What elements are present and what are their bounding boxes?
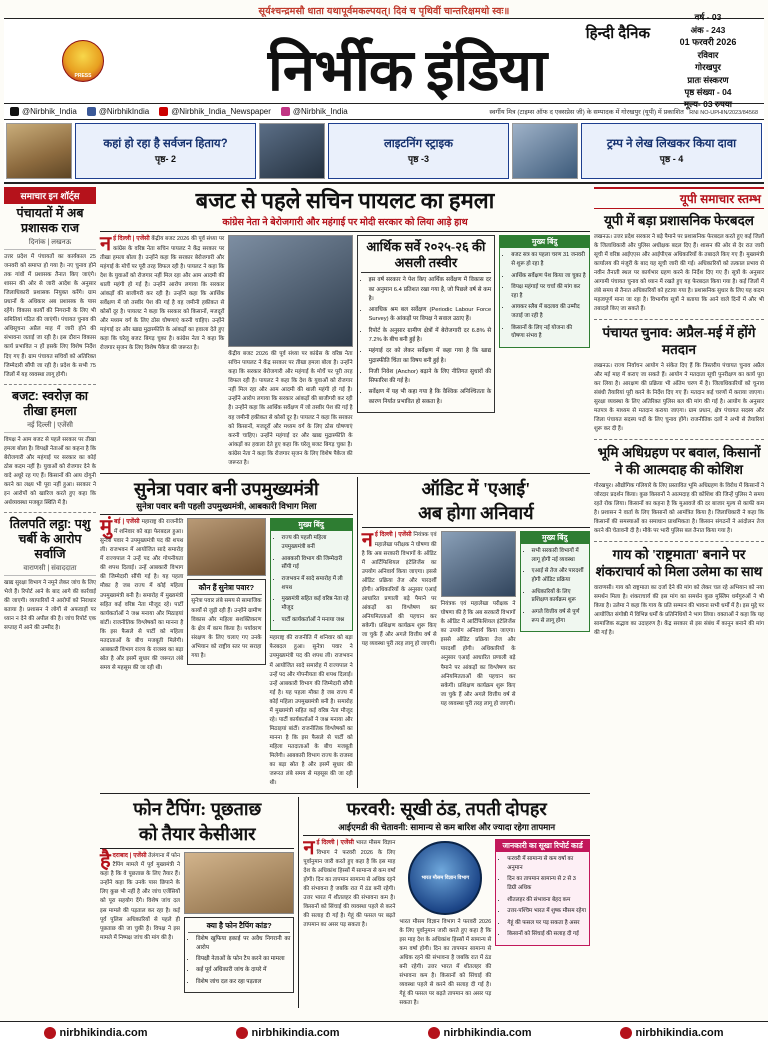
edition-price: मूल्य- 03 रुपया	[684, 99, 732, 110]
facebook-icon	[87, 107, 96, 116]
edition-name: प्रातः संस्करण	[687, 74, 729, 85]
right-article-2[interactable]	[594, 325, 764, 434]
survey-point: • सर्वेक्षण में यह भी कहा गया है कि वैश्विक अनिश्चितता के कारण निर्यात प्रभावित हो सकता है।	[369, 388, 492, 407]
instagram-icon	[281, 107, 290, 116]
key-points-header: मुख्य बिंदु	[271, 519, 352, 531]
survey-point: • महंगाई दर को लेकर सर्वेक्षण में कहा गया है कि खाद्य मुद्रास्फीति चिंता का विषय बनी हुई है।	[369, 347, 492, 366]
press-logo-icon	[62, 40, 104, 82]
teaser-title: ट्रम्प ने लेख लिखकर किया दावा	[606, 137, 737, 150]
footer-website-4[interactable]	[620, 1027, 723, 1039]
survey-point: • इस वर्ष सरकार ने पेश किए आर्थिक सर्वेक्षण में विकास दर का अनुमान 6.4 प्रतिशत रखा गया है, जो पिछले वर्ष से कम है।	[369, 276, 492, 304]
lead-headline: बजट से पहले सचिन पायलट का हमला	[195, 188, 495, 213]
edition-issue: अंक - 243	[690, 24, 726, 35]
story2-subhead: सुनेत्रा पवार बनी पहली उपमुख्यमंत्री, आबकारी विभाग मिला	[100, 501, 353, 515]
right-article-body: लखनऊ। उत्तर प्रदेश सरकार ने बड़े पैमाने पर प्रशासनिक फेरबदल करते हुए कई जिलों के जिलाधिकारी और पुलिस अधीक्षक बदल दिए हैं। शासन की ओर से देर रात जारी सूची में वरिष्ठ आईएएस और आईपीएस अधिकारियों के तबादले किए गए हैं। मुख्यमंत्री कार्यालय की मंजूरी के बाद यह सूची जारी की गई। अधिकारियों को तत्काल प्रभाव से नवीन तैनाती स्थल पर कार्यभार ग्रहण करने के निर्देश दिए गए हैं। सूत्रों के अनुसार आगामी पंचायत चुनाव को ध्यान में रखते हुए यह फेरबदल किया गया है। कई जिलों में लंबे समय से तैनात अधिकारियों को हटाया गया है। प्रशासनिक सुधार के लिए यह कदम महत्वपूर्ण माना जा रहा है। विभागीय सूत्रों ने बताया कि आने वाले दिनों में और भी तबादले किए जा सकते हैं।	[594, 233, 764, 313]
key-points-list	[521, 544, 590, 631]
masthead-tagline	[489, 107, 758, 116]
lead-subhead: कांग्रेस नेता ने बेरोजगारी और महंगाई पर मोदी सरकार को लिया आड़े हाथ	[100, 215, 590, 232]
teaser-page: पृष्ठ - 4	[659, 154, 684, 165]
story2-inner-box	[187, 579, 265, 664]
survey-point: • निजी निवेश (Anchor) बढ़ाने के लिए नीतिगत सुधारों की सिफारिश की गई है।	[369, 368, 492, 387]
lead-story[interactable]	[100, 187, 590, 468]
story3-headline-2: अब होगा अनिवार्य	[362, 501, 590, 528]
teaser-title: लाइटनिंग स्ट्राइक	[384, 137, 453, 150]
footer-website-label: nirbhikindia.com	[59, 1026, 148, 1039]
story2-inner-body: सुनेत्रा पवार लंबे समय से सामाजिक कार्यों से जुड़ी रही हैं। उन्होंने ग्रामीण विकास और महिला सशक्तिकरण के क्षेत्र में काम किया है। पर्यावरण संरक्षण के लिए चलाए गए उनके अभियान को राष्ट्रीय स्तर पर सराहा गया है।	[191, 598, 262, 659]
story3-dateline: नई दिल्ली | एजेंसी	[361, 529, 412, 552]
social-instagram[interactable]	[281, 107, 348, 116]
rail-article-dateline: वाराणसी | संवाददाता	[4, 564, 96, 576]
edition-pages: पृष्ठ संख्या - 04	[684, 87, 732, 97]
right-article-3[interactable]	[594, 445, 764, 536]
lead-body	[100, 235, 224, 353]
key-point: • आबकारी विभाग की जिम्मेदारी सौंपी गई	[282, 555, 349, 572]
teaser-item-2[interactable]	[259, 123, 509, 179]
logo-icon	[428, 1027, 440, 1039]
teaser-thumbnail	[259, 123, 325, 179]
story-4[interactable]	[100, 797, 294, 1008]
story2-headline: सुनेत्रा पवार बनी उपमुख्यमंत्री	[134, 478, 319, 499]
tagline-text: स्वर्गीय मित्र (टाइम्स ऑफ द एक्सप्रेस जी) के सम्पादक में गोरखपुर (यूपी) में प्रकाशित	[489, 109, 684, 116]
story4-body	[100, 849, 180, 943]
teaser-page: पृष्ठ- 2	[155, 154, 176, 165]
masthead-left	[8, 40, 158, 82]
imd-seal-icon	[408, 841, 482, 915]
story-2[interactable]	[100, 477, 353, 788]
teaser-item-3[interactable]	[512, 123, 762, 179]
story5-dateline: नई दिल्ली | एजेंसी	[303, 836, 354, 859]
rail-article-body: विपक्ष ने आम बजट से पहले सरकार पर तीखा हमला बोला है। विपक्षी नेताओं का कहना है कि बेरोजगारी और महंगाई पर सरकार का कोई ठोस कदम नहीं है। युवाओं को रोजगार देने के वादे अधूरे रह गए हैं। किसानों की आय दोगुनी करने का लक्ष्य भी पूरा नहीं हुआ। सरकार ने इन आरोपों को खारिज करते हुए कहा कि अर्थव्यवस्था मजबूत स्थिति में है।	[4, 436, 96, 506]
teaser-strip	[4, 120, 764, 184]
key-point: • आयकर स्लैब में बदलाव की उम्मीद जताई जा रही है	[511, 303, 586, 320]
logo-icon	[44, 1027, 56, 1039]
key-point: • अगले वित्तीय वर्ष से पूर्ण रूप से लागू होगा	[532, 608, 587, 625]
left-rail-header: समाचार इन शॉर्ट्स	[4, 187, 96, 204]
key-points-list	[271, 531, 352, 630]
divider	[594, 439, 764, 440]
rni-number: RNI NO-UPHIN/2023/84568	[689, 110, 758, 116]
right-article-body: वाराणसी। गाय को राष्ट्रमाता का दर्जा देने की मांग को लेकर चल रहे अभियान को नया समर्थन मिला है। शंकराचार्य की इस मांग का समर्थन कुछ मुस्लिम धर्मगुरुओं ने भी किया है। उलेमा ने कहा कि गाय के प्रति सम्मान की भावना सभी धर्मों में है। इस मुद्दे पर आयोजित संगोष्ठी में विभिन्न धर्मों के प्रतिनिधियों ने भाग लिया। वक्ताओं ने कहा कि यह सामाजिक सद्भाव का उदाहरण है। केंद्र सरकार से इस संबंध में कानून बनाने की मांग की गई है।	[594, 585, 764, 637]
lead-photo-caption: केंद्रीय बजट 2026 की पूर्व संध्या पर कांग्रेस के वरिष्ठ नेता सचिन पायलट ने केंद्र सरकार पर तीखा हमला बोला है। उन्होंने कहा कि सरकार बेरोजगारी और महंगाई के मोर्चे पर पूरी तरह विफल रही है। पायलट ने कहा कि देश के युवाओं को रोजगार नहीं मिल रहा और आम आदमी की थाली महंगी हो गई है। उन्होंने आरोप लगाया कि सरकार आंकड़ों की बाजीगरी कर रही है। उन्होंने कहा कि आर्थिक सर्वेक्षण में जो तस्वीर पेश की गई है वह जमीनी हकीकत से कोसों दूर है। पायलट ने कहा कि सरकार को किसानों, मजदूरों और मध्यम वर्ग के लिए ठोस घोषणाएं करनी चाहिए। उन्होंने महंगाई दर और खाद्य मुद्रास्फीति के आंकड़ों का हवाला देते हुए कहा कि घरेलू बजट बिगड़ चुका है। कांग्रेस नेता ने कहा कि रोजगार सृजन के लिए विशेष पैकेज की जरूरत है।	[228, 351, 353, 466]
social-facebook[interactable]	[87, 107, 149, 116]
inner-point: • विशेष जांच दल कर रहा पड़ताल	[196, 978, 290, 987]
rail-article-dateline: दिनांक | लखनऊ	[4, 238, 96, 250]
key-point: • सभी सरकारी विभागों में लागू होगी नई व्यवस्था	[532, 547, 587, 564]
logo-icon	[236, 1027, 248, 1039]
key-points-list	[500, 248, 589, 347]
edition-year: वर्ष - 03	[694, 12, 722, 23]
sanskrit-shloka: सूर्यश्चन्द्रमसौ धाता यथापूर्वमकल्पयत्। दिवं च पृथिवीं चान्तरिक्षमथो स्वः॥	[258, 6, 510, 17]
social-youtube[interactable]	[159, 107, 271, 116]
story3-photo	[441, 531, 516, 597]
teaser-title: कहां हो रहा है सर्वजन हिताय?	[103, 137, 228, 150]
page-title: निर्भीक इंडिया	[267, 38, 547, 104]
story5-extra-body: भारत मौसम विज्ञान विभाग ने फरवरी 2026 के लिए पूर्वानुमान जारी करते हुए कहा है कि इस माह देश के अधिकांश हिस्सों में सामान्य से कम वर्षा होगी। दिन का तापमान सामान्य से अधिक रहने की संभावना है जबकि रात में ठंड बनी रहेगी। उत्तर भारत में शीतलहर की संभावना कम है। किसानों को सिंचाई की व्यवस्था पहले से करने की सलाह दी गई है। गेहूं की फसल पर बढ़ते तापमान का असर पड़ सकता है।	[399, 918, 492, 1007]
footer-bar	[0, 1021, 768, 1043]
story-5[interactable]	[298, 797, 590, 1008]
right-article-title: गाय को 'राष्ट्रमाता' बनाने पर शंकराचार्य को मिला उलेमा का साथ	[595, 547, 763, 580]
hindi-daily-label: हिन्दी दैनिक	[585, 25, 650, 43]
teaser-thumbnail	[6, 123, 72, 179]
social-twitter[interactable]	[10, 107, 77, 116]
story2-body-text: महाराष्ट्र की राजनीति में शनिवार को बड़ा फेरबदल हुआ। सुनेत्रा पवार ने उपमुख्यमंत्री पद की शपथ ली। राजभवन में आयोजित सादे समारोह में राज्यपाल ने उन्हें पद और गोपनीयता की शपथ दिलाई। उन्हें आबकारी विभाग की जिम्मेदारी सौंपी गई है। यह पहला मौका है जब राज्य में कोई महिला उपमुख्यमंत्री बनी है। समारोह में मुख्यमंत्री सहित कई वरिष्ठ नेता मौजूद रहे। पार्टी कार्यकर्ताओं ने जश्न मनाया और मिठाइयां बांटीं। राजनीतिक विश्लेषकों का मानना है कि इस फैसले से पार्टी को महिला मतदाताओं के बीच मजबूती मिलेगी। आबकारी विभाग राज्य के राजस्व का बड़ा स्रोत है और इसमें सुधार की जरूरत लंबे समय से महसूस की जा रही थी।	[100, 519, 184, 671]
story4-inner-box	[184, 917, 294, 993]
story3-headline-1: ऑडिट में 'एआई'	[421, 478, 531, 499]
key-point: • राज्य की पहली महिला उपमुख्यमंत्री बनीं	[282, 534, 349, 551]
key-points-box-3	[520, 531, 591, 632]
inner-point: • विपक्षी नेताओं के फोन टैप करने का मामला	[196, 955, 290, 964]
rail-article-body: उत्तर प्रदेश में पंचायतों का कार्यकाल 25 जनवरी को समाप्त हो गया है। नए चुनाव होने तक गांवों में प्रशासक तैनात किए जाएंगे। शासन की ओर से जारी आदेश के अनुसार जिलाधिकारी प्रशासक नियुक्त करेंगे। ग्राम प्रधानों के अधिकार अब प्रशासक के पास रहेंगे। विकास कार्यों की निगरानी के लिए भी समितियां गठित की जाएंगी। पंचायत चुनाव की अधिसूचना अप्रैल माह में जारी होने की संभावना जताई जा रही है। इस दौरान विकास कार्य प्रभावित न हों इसके लिए विशेष निर्देश दिए गए हैं। ग्राम पंचायत सचिवों को अतिरिक्त जिम्मेदारी सौंपी जा रही है। प्रदेश के सभी 75 जिलों में यह व्यवस्था लागू होगी।	[4, 254, 96, 378]
story3-photo-caption: नियंत्रक एवं महालेखा परीक्षक ने घोषणा की है कि अब सरकारी विभागों के ऑडिट में आर्टिफिशियल इंटेलिजेंस का उपयोग अनिवार्य किया जाएगा। इससे ऑडिट प्रक्रिया तेज और पारदर्शी होगी। अधिकारियों के अनुसार एआई आधारित प्रणाली बड़े पैमाने पर आंकड़ों का विश्लेषण कर अनियमितताओं की पहचान कर सकेगी। प्रशिक्षण कार्यक्रम शुरू किए जा चुके हैं और अगले वित्तीय वर्ष से यह व्यवस्था पूरी तरह लागू हो जाएगी।	[440, 601, 516, 707]
footer-website-label: nirbhikindia.com	[251, 1026, 340, 1039]
teaser-box	[581, 123, 762, 179]
story5-body-text: भारत मौसम विज्ञान विभाग ने फरवरी 2026 के लिए पूर्वानुमान जारी करते हुए कहा है कि इस माह देश के अधिकांश हिस्सों में सामान्य से कम वर्षा होगी। दिन का तापमान सामान्य से अधिक रहने की संभावना है जबकि रात में ठंड बनी रहेगी। उत्तर भारत में शीतलहर की संभावना कम है। किसानों को सिंचाई की व्यवस्था पहले से करने की सलाह दी गई है। गेहूं की फसल पर बढ़ते तापमान का असर पड़ सकता है।	[303, 839, 396, 928]
social-bar	[4, 104, 764, 120]
rail-article-title: तिलपति लट्ठा: पशु चर्बी के आरोप सर्वाजि	[9, 517, 91, 562]
seal-label: भारत मौसम विज्ञान विभाग	[421, 874, 470, 881]
lead-body-text: केंद्रीय बजट 2026 की पूर्व संध्या पर कांग्रेस के वरिष्ठ नेता सचिन पायलट ने केंद्र सरकार पर तीखा हमला बोला है। उन्होंने कहा कि सरकार बेरोजगारी और महंगाई के मोर्चे पर पूरी तरह विफल रही है। पायलट ने कहा कि देश के युवाओं को रोजगार नहीं मिल रहा और आम आदमी की थाली महंगी हो गई है। उन्होंने आरोप लगाया कि सरकार आंकड़ों की बाजीगरी कर रही है। उन्होंने कहा कि आर्थिक सर्वेक्षण में जो तस्वीर पेश की गई है वह जमीनी हकीकत से कोसों दूर है। पायलट ने कहा कि सरकार को किसानों, मजदूरों और मध्यम वर्ग के लिए ठोस घोषणाएं करनी चाहिए। उन्होंने महंगाई दर और खाद्य मुद्रास्फीति के आंकड़ों का हवाला देते हुए कहा कि घरेलू बजट बिगड़ चुका है। कांग्रेस नेता ने कहा कि रोजगार सृजन के लिए विशेष पैकेज की जरूरत है।	[100, 236, 225, 352]
footer-website-label: nirbhikindia.com	[635, 1026, 724, 1039]
key-points-header: मुख्य बिंदु	[521, 532, 590, 544]
story4-headline-1: फोन टैपिंग: पूछताछ	[133, 799, 262, 820]
story4-headline-2: को तैयार केसीआर	[100, 822, 294, 849]
key-point: • अधिकारियों के लिए प्रशिक्षण कार्यक्रम शुरू	[532, 588, 587, 605]
story4-inner-title: क्या है फोन टैपिंग कांड?	[188, 921, 290, 933]
economic-survey-title: आर्थिक सर्वे २०२५-२६ की असली तस्वीर	[361, 239, 492, 273]
rail-article-title: बजट: स्वरोज़ का तीखा हमला	[11, 388, 89, 418]
teaser-box	[75, 123, 256, 179]
story5-subhead: आईएमडी की चेतावनी: सामान्य से कम बारिश और ज्यादा रहेगा तापमान	[303, 822, 590, 836]
right-article-4[interactable]	[594, 547, 764, 638]
right-article-title: पंचायत चुनाव: अप्रैल-मई में होंगे मतदान	[602, 325, 756, 358]
key-points-header: मुख्य बिंदु	[500, 236, 589, 248]
key-point: • पार्टी कार्यकर्ताओं ने मनाया जश्न	[282, 616, 349, 625]
press-logo-text: PRESS	[74, 73, 92, 79]
social-twitter-label: @Nirbhik_India	[22, 107, 77, 116]
youtube-icon	[159, 107, 168, 116]
key-point: • मुख्यमंत्री सहित कई वरिष्ठ नेता रहे मौजूद	[282, 595, 349, 612]
footer-website-1[interactable]	[44, 1027, 147, 1039]
right-article-body: गोरखपुर। औद्योगिक गलियारे के लिए प्रस्तावित भूमि अधिग्रहण के विरोध में किसानों ने जोरदार प्रदर्शन किया। कुछ किसानों ने आत्मदाह की कोशिश की जिन्हें पुलिस ने समय रहते रोक लिया। किसानों का कहना है कि मुआवजे की दर बाजार मूल्य से काफी कम है। प्रशासन ने वार्ता के लिए किसानों को आमंत्रित किया है। जिलाधिकारी ने कहा कि किसानों की समस्याओं का समाधान प्राथमिकता है। किसान संगठनों ने आंदोलन तेज करने की चेतावनी दी है। मौके पर भारी पुलिस बल तैनात किया गया है।	[594, 483, 764, 535]
edition-place: गोरखपुर	[695, 62, 721, 73]
footer-website-2[interactable]	[236, 1027, 339, 1039]
right-article-1[interactable]	[594, 213, 764, 314]
story5-inner-title: जानकारी का सूखा रिपोर्ट कार्ड	[496, 840, 589, 852]
story5-inner-box	[495, 839, 590, 946]
inner-point: • दिन का तापमान सामान्य से 2 से 3 डिग्री अधिक	[507, 875, 586, 892]
story-3[interactable]	[357, 477, 590, 788]
inner-point: • फरवरी में सामान्य से कम वर्षा का अनुमान	[507, 855, 586, 872]
inner-point: • विशेष खुफिया इकाई पर अवैध निगरानी का आरोप	[196, 935, 290, 954]
masthead-right	[656, 11, 760, 110]
story2-photo	[187, 518, 265, 576]
right-article-title: भूमि अधिग्रहण पर बवाल, किसानों ने की आत्मदाह की कोशिश	[597, 445, 761, 478]
edition-day: रविवार	[697, 50, 719, 61]
social-facebook-label: @NirbhikIndia	[98, 107, 150, 116]
logo-icon	[620, 1027, 632, 1039]
rail-article-dateline: नई दिल्ली | एजेंसी	[4, 421, 96, 433]
story3-body	[362, 531, 437, 649]
divider	[4, 512, 96, 513]
teaser-box	[328, 123, 509, 179]
key-point: • किसानों के लिए नई योजना की घोषणा संभव है	[511, 324, 586, 341]
inner-point: • गेहूं की फसल पर पड़ सकता है असर	[507, 919, 586, 928]
key-point: • आर्थिक सर्वेक्षण पेश किया जा चुका है	[511, 272, 586, 281]
story2-dateline: मुंबई | एजेंसी	[100, 516, 140, 539]
lead-dateline: नई दिल्ली | एजेंसी	[100, 233, 150, 256]
main-content-grid	[4, 184, 764, 1008]
lead-photo	[228, 235, 352, 347]
social-youtube-label: @Nirbhik_India_Newspaper	[171, 107, 271, 116]
economic-survey-box	[357, 235, 496, 413]
survey-point: • रिपोर्ट के अनुसार ग्रामीण क्षेत्रों में बेरोजगारी दर 6.8% से 7.2% के बीच बनी हुई है।	[369, 327, 492, 346]
rail-article-body: खाद्य सुरक्षा विभाग ने नमूने लेकर जांच के लिए भेजे हैं। रिपोर्ट आने के बाद आगे की कार्रवाई की जाएगी। व्यापारियों ने आरोपों को निराधार बताया है। प्रशासन ने लोगों से अफवाहों पर ध्यान न देने की अपील की है। जांच रिपोर्ट एक सप्ताह में आने की उम्मीद है।	[4, 580, 96, 632]
divider	[594, 319, 764, 320]
key-point: • बजट सत्र का पहला चरण 31 जनवरी से शुरू हो रहा है	[511, 251, 586, 268]
inner-point: • शीतलहर की संभावना बेहद कम	[507, 896, 586, 905]
story2-body	[100, 518, 183, 672]
story2-inner-title: कौन हैं सुनेत्रा पवार?	[191, 583, 261, 595]
rail-article-3[interactable]	[4, 517, 96, 633]
center-column	[100, 187, 590, 1008]
teaser-item-1[interactable]	[6, 123, 256, 179]
teaser-page: पृष्ठ -3	[408, 154, 429, 165]
twitter-icon	[10, 107, 19, 116]
social-instagram-label: @Nirbhik_India	[292, 107, 348, 116]
teaser-thumbnail	[512, 123, 578, 179]
left-rail	[4, 187, 96, 1008]
rail-article-1[interactable]	[4, 206, 96, 380]
key-points-box-1	[499, 235, 590, 348]
story5-body	[303, 836, 396, 930]
right-column	[594, 187, 764, 1008]
edition-date: 01 फरवरी 2026	[679, 37, 737, 48]
divider	[4, 384, 96, 385]
story2-extra-body: महाराष्ट्र की राजनीति में शनिवार को बड़ा फेरबदल हुआ। सुनेत्रा पवार ने उपमुख्यमंत्री पद की शपथ ली। राजभवन में आयोजित सादे समारोह में राज्यपाल ने उन्हें पद और गोपनीयता की शपथ दिलाई। उन्हें आबकारी विभाग की जिम्मेदारी सौंपी गई है। यह पहला मौका है जब राज्य में कोई महिला उपमुख्यमंत्री बनी है। समारोह में मुख्यमंत्री सहित कई वरिष्ठ नेता मौजूद रहे। पार्टी कार्यकर्ताओं ने जश्न मनाया और मिठाइयां बांटीं। राजनीतिक विश्लेषकों का मानना है कि इस फैसले से पार्टी को महिला मतदाताओं के बीच मजबूती मिलेगी। आबकारी विभाग राज्य के राजस्व का बड़ा स्रोत है और इसमें सुधार की जरूरत लंबे समय से महसूस की जा रही थी।	[269, 635, 353, 787]
footer-website-3[interactable]	[428, 1027, 531, 1039]
story4-photo	[184, 852, 294, 914]
story5-inner-points	[496, 852, 589, 945]
story5-headline: फरवरी: सूखी ठंड, तपती दोपहर	[346, 799, 547, 820]
economic-survey-points	[361, 276, 492, 406]
key-point: • राजभवन में सादे समारोह में ली शपथ	[282, 575, 349, 592]
masthead-center	[158, 23, 656, 104]
inner-point: • कई पूर्व अधिकारी जांच के दायरे में	[196, 966, 290, 975]
right-article-title: यूपी में बड़ा प्रशासनिक फेरबदल	[604, 213, 754, 228]
story4-body-text: तेलंगाना में फोन टैपिंग मामले में पूर्व मुख्यमंत्री ने कहा है कि वे पूछताछ के लिए तैयार हैं। उन्होंने कहा कि उनके पास छिपाने के लिए कुछ भी नहीं है और जांच एजेंसियों को पूरा सहयोग देंगे। विशेष जांच दल इस मामले की पड़ताल कर रहा है। कई पूर्व पुलिस अधिकारियों से पहले ही पूछताछ की जा चुकी है। विपक्ष ने इस मामले में निष्पक्ष जांच की मांग की है।	[100, 852, 180, 941]
key-point: • एआई से तेज और पारदर्शी होगी ऑडिट प्रक्रिया	[532, 567, 587, 584]
story4-inner-points	[188, 935, 290, 987]
survey-point: • आवधिक श्रम बल सर्वेक्षण (Periodic Labour Force Survey) के आंकड़ों पर विपक्ष ने सवाल उठाए हैं।	[369, 306, 492, 325]
right-column-header: यूपी समाचार स्तम्भ	[594, 187, 764, 209]
footer-website-label: nirbhikindia.com	[443, 1026, 532, 1039]
rail-article-2[interactable]	[4, 389, 96, 508]
story3-body-text: नियंत्रक एवं महालेखा परीक्षक ने घोषणा की है कि अब सरकारी विभागों के ऑडिट में आर्टिफिशियल इंटेलिजेंस का उपयोग अनिवार्य किया जाएगा। इससे ऑडिट प्रक्रिया तेज और पारदर्शी होगी। अधिकारियों के अनुसार एआई आधारित प्रणाली बड़े पैमाने पर आंकड़ों का विश्लेषण कर अनियमितताओं की पहचान कर सकेगी। प्रशिक्षण कार्यक्रम शुरू किए जा चुके हैं और अगले वित्तीय वर्ष से यह व्यवस्था पूरी तरह लागू हो जाएगी।	[361, 532, 437, 648]
key-point: • विपक्ष महंगाई पर चर्चा की मांग कर रहा है	[511, 283, 586, 300]
masthead	[4, 12, 764, 110]
key-points-box-2	[270, 518, 353, 631]
right-article-body: लखनऊ। राज्य निर्वाचन आयोग ने संकेत दिए हैं कि त्रिस्तरीय पंचायत चुनाव अप्रैल और मई माह में कराए जा सकते हैं। आयोग ने मतदाता सूची पुनरीक्षण का कार्य पूरा कर लिया है। आरक्षण की प्रक्रिया भी अंतिम चरण में है। जिलाधिकारियों को चुनाव संबंधी तैयारियां पूरी करने के निर्देश दिए गए हैं। मतदान कई चरणों में कराया जाएगा। सुरक्षा व्यवस्था के लिए अतिरिक्त पुलिस बल की मांग की गई है। आयोग के अनुसार मतपत्र के माध्यम से मतदान कराया जाएगा। ग्राम प्रधान, क्षेत्र पंचायत सदस्य और जिला पंचायत सदस्य पदों के लिए चुनाव होंगे। राजनीतिक दलों ने अभी से तैयारियां शुरू कर दी हैं।	[594, 363, 764, 433]
divider	[594, 541, 764, 542]
rail-article-title: पंचायतों में अब प्रशासक राज	[16, 206, 84, 235]
inner-point: • उत्तर-पश्चिम भारत में शुष्क मौसम रहेगा	[507, 907, 586, 916]
story4-dateline: हैदराबाद | एजेंसी	[100, 849, 147, 872]
inner-point: • किसानों को सिंचाई की सलाह दी गई	[507, 930, 586, 939]
